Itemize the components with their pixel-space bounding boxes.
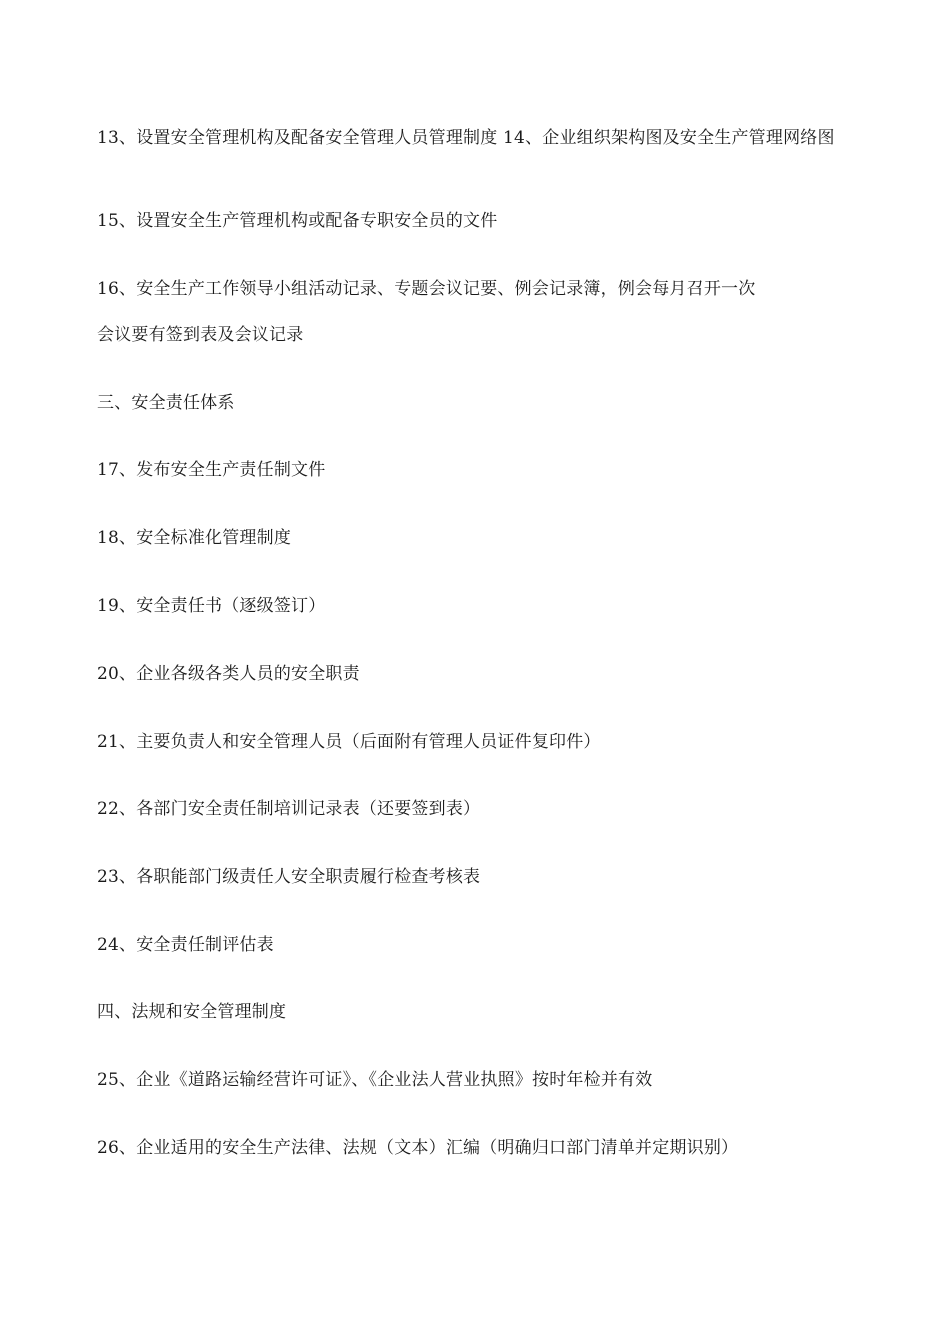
text-line-23: 23、各职能部门级责任人安全职责履行检查考核表 — [97, 867, 481, 887]
text-line-16-continued: 会议要有签到表及会议记录 — [97, 325, 304, 345]
section-heading-3: 三、安全责任体系 — [97, 393, 235, 413]
section-heading-4: 四、法规和安全管理制度 — [97, 1002, 287, 1022]
text-line-17: 17、发布安全生产责任制文件 — [97, 460, 326, 480]
text-line-25: 25、企业《道路运输经营许可证》、《企业法人营业执照》按时年检并有效 — [97, 1070, 653, 1090]
text-line-16: 16、安全生产工作领导小组活动记录、专题会议记要、例会记录簿，例会每月召开一次 — [97, 279, 756, 299]
text-line-22: 22、各部门安全责任制培训记录表（还要签到表） — [97, 799, 481, 819]
text-line-24: 24、安全责任制评估表 — [97, 935, 274, 955]
text-line-15: 15、设置安全生产管理机构或配备专职安全员的文件 — [97, 211, 498, 231]
text-line-19: 19、安全责任书（逐级签订） — [97, 596, 326, 616]
text-line-20: 20、企业各级各类人员的安全职责 — [97, 664, 360, 684]
text-line-18: 18、安全标准化管理制度 — [97, 528, 292, 548]
text-line-13-14: 13、设置安全管理机构及配备安全管理人员管理制度 14、企业组织架构图及安全生产管理网络图 — [97, 128, 835, 148]
text-line-21: 21、主要负责人和安全管理人员（后面附有管理人员证件复印件） — [97, 732, 601, 752]
text-line-26: 26、企业适用的安全生产法律、法规（文本）汇编（明确归口部门清单并定期识别） — [97, 1138, 739, 1158]
